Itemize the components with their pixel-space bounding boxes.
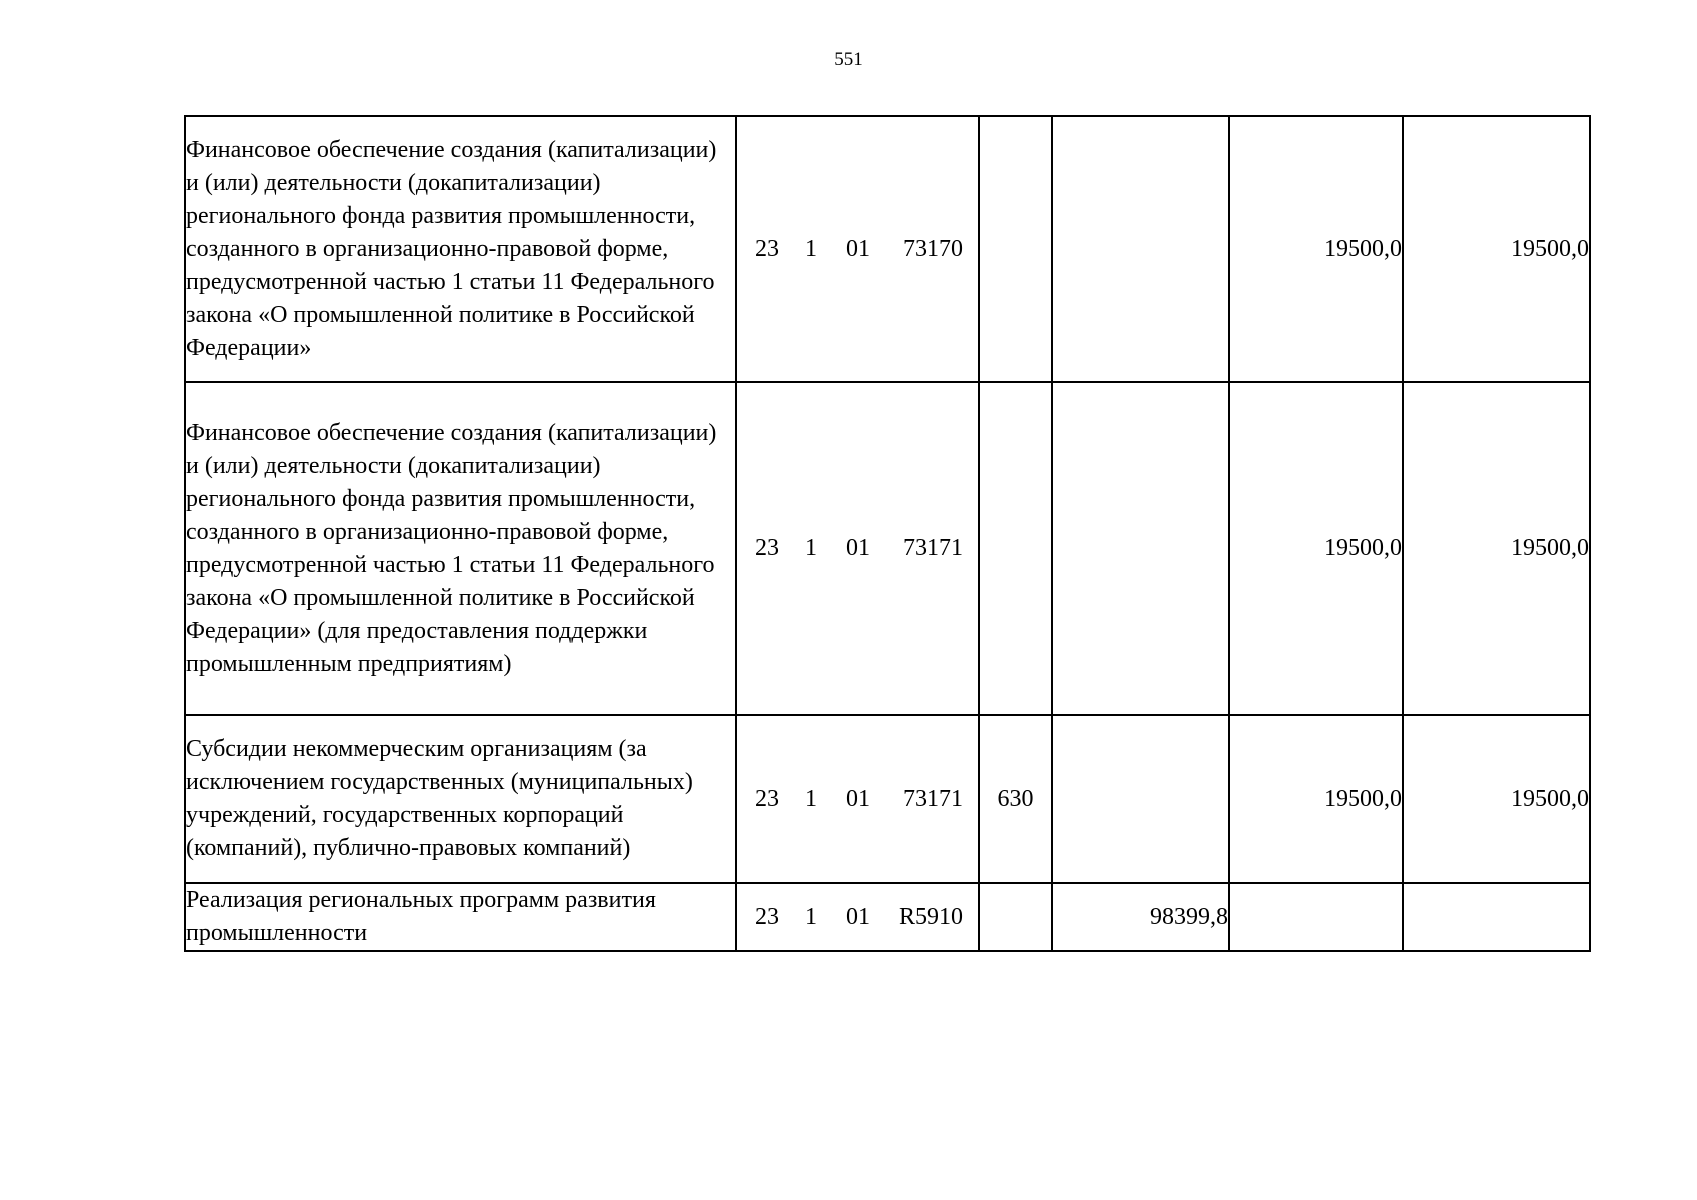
expense-type-code: 630 [979,715,1052,883]
amount-1: 98399,8 [1052,883,1229,951]
budget-table [184,115,1591,952]
activity-code: 01 [846,535,870,561]
page-number: 551 [834,49,863,70]
direction-code: 73171 [903,535,963,561]
subprogram-code: 1 [805,903,817,930]
amount-2: 19500,0 [1229,116,1403,382]
amount-2: 19500,0 [1229,382,1403,715]
table-row [185,883,1590,951]
table-row [185,382,1590,715]
activity-code: 01 [846,785,870,812]
program-code: 23 [755,903,779,930]
activity-code: 01 [846,235,870,262]
subprogram-code: 1 [805,535,817,561]
amount-2 [1229,883,1403,951]
direction-code: 73171 [903,785,963,812]
row-code [736,382,979,715]
amount-1 [1052,382,1229,715]
program-code: 23 [755,235,779,262]
row-name: Финансовое обеспечение создания (капитализации) и (или) деятельности (докапитализации) регионального фонда развития промышленности, созданного в организационно-правовой форме, предусмотренной частью 1 статьи 11 Федерального закона «О промышленной политике в Российской Федерации» [185,116,736,382]
row-name: Реализация региональных программ развития промышленности [185,883,736,951]
amount-2: 19500,0 [1229,715,1403,883]
subprogram-code: 1 [805,235,817,262]
amount-1 [1052,715,1229,883]
program-code: 23 [755,535,779,561]
direction-code: R5910 [898,903,963,930]
amount-3: 19500,0 [1403,715,1590,883]
amount-1 [1052,116,1229,382]
amount-3: 19500,0 [1403,382,1590,715]
row-name: Субсидии некоммерческим организациям (за исключением государственных (муниципальных) учреждений, государственных корпораций (компаний), публично-правовых компаний) [185,715,736,883]
row-code [736,116,979,382]
amount-3 [1403,883,1590,951]
direction-code: 73170 [903,235,963,262]
row-code [736,715,979,883]
expense-type-code [979,883,1052,951]
row-name: Финансовое обеспечение создания (капитализации) и (или) деятельности (докапитализации) регионального фонда развития промышленности, созданного в организационно-правовой форме, предусмотренной частью 1 статьи 11 Федерального закона «О промышленной политике в Российской Федерации» (для предоставления поддержки промышленным предприятиям) [185,382,736,715]
table-row [185,116,1590,382]
expense-type-code [979,116,1052,382]
table-row [185,715,1590,883]
program-code: 23 [755,785,779,812]
subprogram-code: 1 [805,785,817,812]
amount-3: 19500,0 [1403,116,1590,382]
activity-code: 01 [846,903,870,930]
row-code [736,883,979,951]
expense-type-code [979,382,1052,715]
